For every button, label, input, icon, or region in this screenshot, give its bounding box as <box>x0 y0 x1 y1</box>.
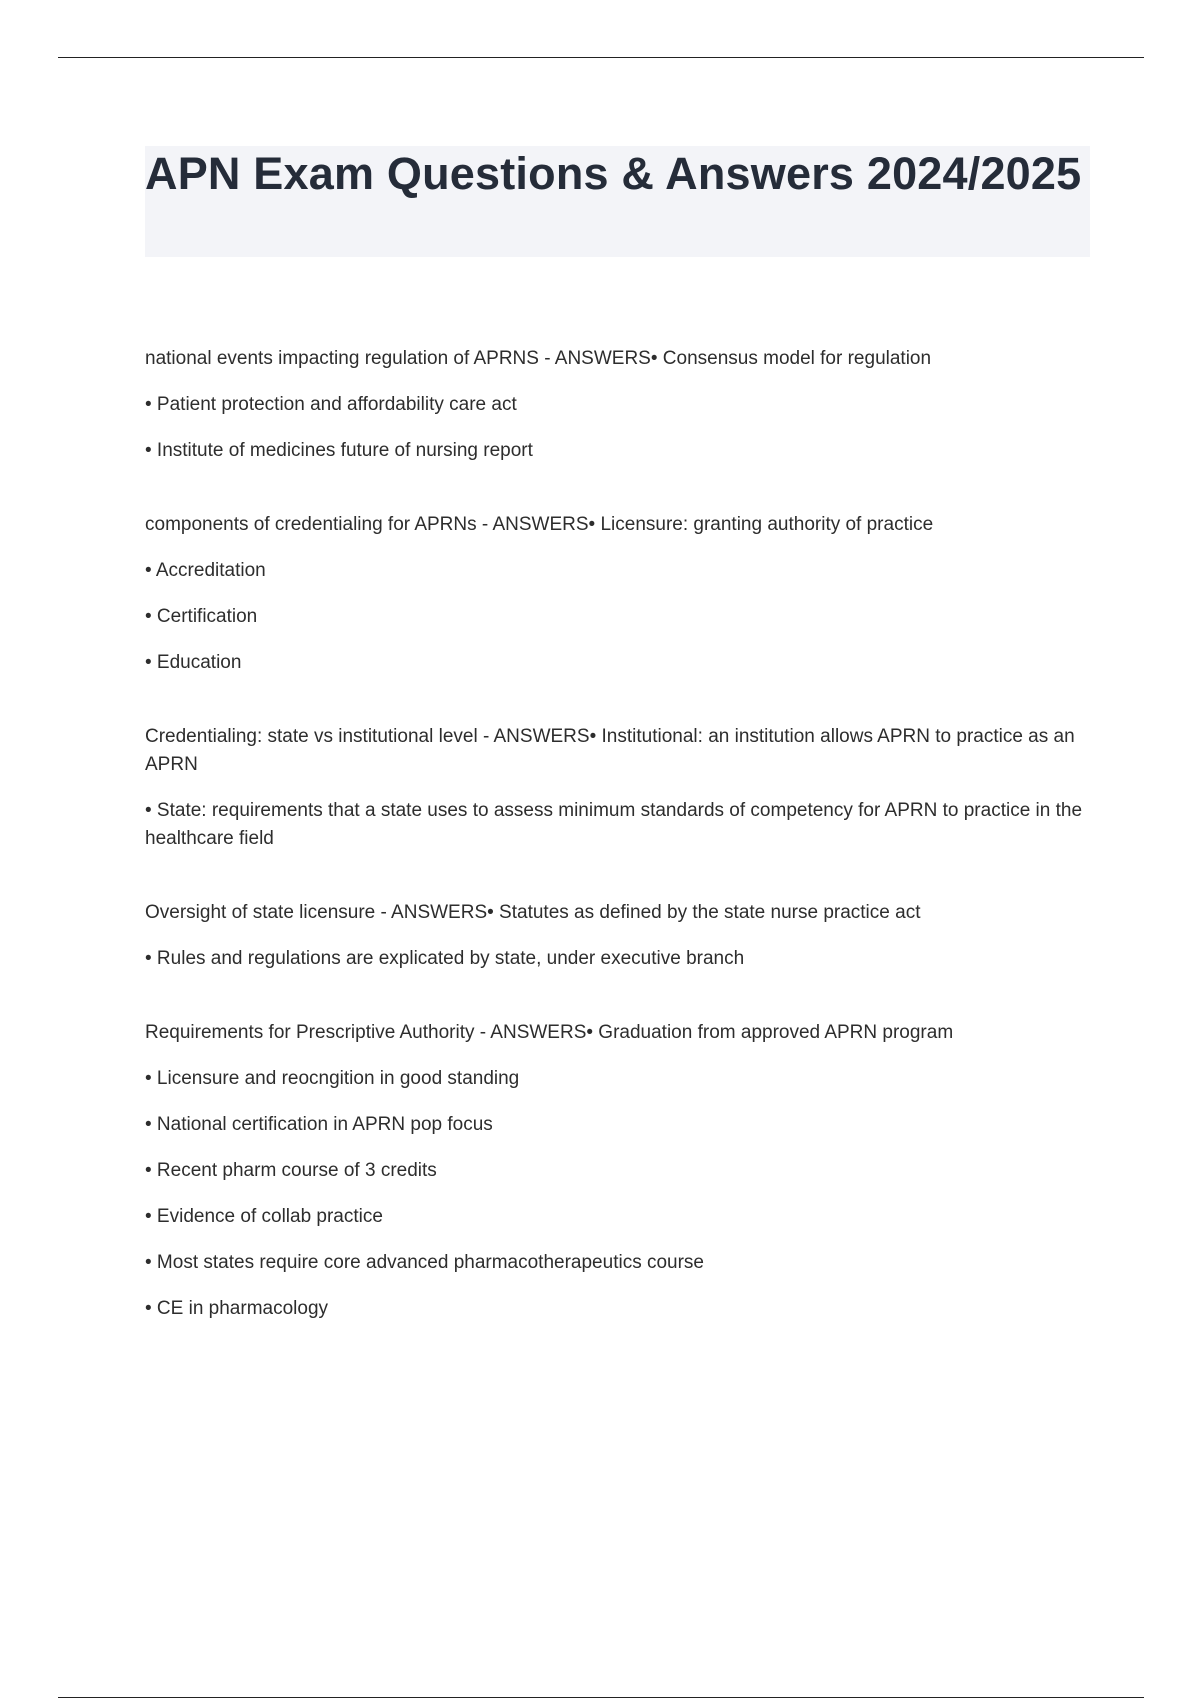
answer-text: • Graduation from approved APRN program <box>586 1022 954 1043</box>
answer-text: • Statutes as defined by the state nurse practice act <box>487 902 921 923</box>
qa-question-line <box>145 1019 1095 1047</box>
answer-text: • Licensure: granting authority of practice <box>588 514 934 535</box>
answer-bullet: • Most states require core advanced pharmacotherapeutics course <box>145 1252 704 1273</box>
qa-item <box>145 723 1095 853</box>
answer-bullet: • State: requirements that a state uses to assess minimum standards of competency for APRN to practice in the healthcare field <box>145 800 1083 849</box>
bottom-rule <box>58 1697 1144 1698</box>
answer-text: • Consensus model for regulation <box>650 348 932 369</box>
page-title: APN Exam Questions & Answers 2024/2025 <box>145 148 1082 199</box>
answer-bullet: • Accreditation <box>145 560 266 581</box>
title-banner <box>145 146 1090 257</box>
qa-question-line <box>145 345 1095 373</box>
answer-bullet: • Rules and regulations are explicated by state, under executive branch <box>145 948 745 969</box>
qa-question-line <box>145 723 1095 779</box>
qa-list <box>145 345 1095 1369</box>
answer-text: • Institutional: an institution allows APRN to practice as an APRN <box>145 726 1075 775</box>
qa-question-line <box>145 899 1095 927</box>
answer-bullet: • Institute of medicines future of nursing report <box>145 440 533 461</box>
question-text: Credentialing: state vs institutional level - ANSWERS <box>145 726 590 747</box>
qa-question-line <box>145 511 1095 539</box>
question-text: Requirements for Prescriptive Authority - ANSWERS <box>145 1022 587 1043</box>
qa-item <box>145 899 1095 973</box>
answer-bullet: • Education <box>145 652 242 673</box>
question-text: components of credentialing for APRNs - ANSWERS <box>145 514 589 535</box>
answer-bullet: • Recent pharm course of 3 credits <box>145 1160 437 1181</box>
top-rule <box>58 57 1144 58</box>
answer-bullet: • CE in pharmacology <box>145 1298 329 1319</box>
answer-bullet: • National certification in APRN pop focus <box>145 1114 493 1135</box>
qa-item <box>145 511 1095 677</box>
qa-item <box>145 1019 1095 1323</box>
question-text: Oversight of state licensure - ANSWERS <box>145 902 488 923</box>
question-text: national events impacting regulation of APRNS - ANSWERS <box>145 348 651 369</box>
answer-bullet: • Patient protection and affordability care act <box>145 394 517 415</box>
answer-bullet: • Certification <box>145 606 258 627</box>
qa-item <box>145 345 1095 465</box>
answer-bullet: • Evidence of collab practice <box>145 1206 383 1227</box>
answer-bullet: • Licensure and reocngition in good standing <box>145 1068 520 1089</box>
